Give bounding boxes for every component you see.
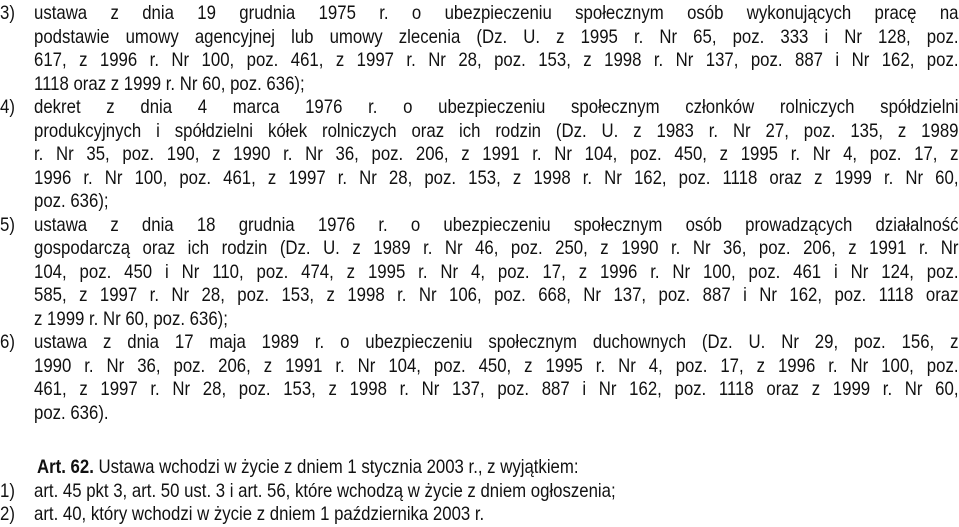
item-text: ustawa z dnia 17 maja 1989 r. o ubezpieczeniu społecznym duchownych (Dz. U. Nr 29, poz. 156, z <box>34 331 959 353</box>
item-text: podstawie umowy agencyjnej lub umowy zlecenia (Dz. U. z 1995 r. Nr 65, poz. 333 i Nr 128, poz. <box>34 25 959 48</box>
item-text: poz. 636). <box>34 401 109 424</box>
list-item <box>0 2 959 96</box>
item-text: gospodarczą oraz ich rodzin (Dz. U. z 1989 r. Nr 46, poz. 250, z 1990 r. Nr 36, poz. 206, z 1991 r. Nr <box>34 237 959 259</box>
text-line <box>0 120 959 144</box>
text-line <box>0 167 959 191</box>
item-text: ustawa z dnia 18 grudnia 1976 r. o ubezpieczeniu społecznym osób prowadzących działalność <box>34 213 959 236</box>
text-line <box>0 214 959 238</box>
item-text: 1996 r. Nr 100, poz. 461, z 1997 r. Nr 28, poz. 153, z 1998 r. Nr 162, poz. 1118 oraz z 1999 r. Nr 60, <box>34 166 959 189</box>
document-page <box>0 2 959 527</box>
item-text: r. Nr 35, poz. 190, z 1990 r. Nr 36, poz. 206, z 1991 r. Nr 104, poz. 450, z 1995 r. Nr 4, poz. 17, z <box>34 143 959 165</box>
article-label: Art. 62. <box>37 456 94 478</box>
item-number: 3) <box>0 2 15 24</box>
item-text: 1990 r. Nr 36, poz. 206, z 1991 r. Nr 104, poz. 450, z 1995 r. Nr 4, poz. 17, z 1996 r. Nr 100, poz. <box>34 354 959 377</box>
item-text: 104, poz. 450 i Nr 110, poz. 474, z 1995 r. Nr 4, poz. 17, z 1996 r. Nr 100, poz. 461 i Nr 124, poz. <box>34 260 959 283</box>
item-text: 461, z 1997 r. Nr 28, poz. 153, z 1998 r. Nr 137, poz. 887 i Nr 162, poz. 1118 oraz z 1999 r. Nr 60, <box>34 378 959 400</box>
item-number: 6) <box>0 331 15 353</box>
exception-number: 1) <box>0 479 15 502</box>
article-body: Ustawa wchodzi w życie z dniem 1 stycznia 2003 r., z wyjątkiem: <box>93 456 579 478</box>
list-item <box>0 214 959 332</box>
text-line <box>0 261 959 285</box>
text-line <box>0 237 959 261</box>
item-text: produkcyjnych i spółdzielni kółek rolniczych oraz ich rodzin (Dz. U. z 1983 r. Nr 27, poz. 135, z 1989 <box>34 119 959 142</box>
exception-text: art. 45 pkt 3, art. 50 ust. 3 i art. 56, które wchodzą w życie z dniem ogłoszenia; <box>34 479 616 502</box>
article-62 <box>0 456 959 480</box>
item-text: 585, z 1997 r. Nr 28, poz. 153, z 1998 r. Nr 106, poz. 668, Nr 137, poz. 887 i Nr 162, poz. 1118 oraz <box>34 284 959 306</box>
exception-number: 2) <box>0 503 15 525</box>
item-text: poz. 636); <box>34 190 109 212</box>
text-line <box>0 308 959 332</box>
item-number: 4) <box>0 96 15 118</box>
text-line <box>0 96 959 120</box>
item-text: ustawa z dnia 19 grudnia 1975 r. o ubezpieczeniu społecznym osób wykonujących pracę na <box>34 2 959 24</box>
text-line <box>0 26 959 50</box>
list-item <box>0 96 959 214</box>
exception-text: art. 40, który wchodzi w życie z dniem 1 października 2003 r. <box>34 503 485 525</box>
spacer <box>0 425 959 456</box>
article-text <box>37 456 579 480</box>
text-line <box>0 49 959 73</box>
exception-item <box>0 480 959 504</box>
text-line <box>0 2 959 26</box>
text-line <box>0 190 959 214</box>
text-line <box>0 402 959 426</box>
text-line <box>0 355 959 379</box>
item-text: 1118 oraz z 1999 r. Nr 60, poz. 636); <box>34 72 305 95</box>
repealed-acts-list <box>0 2 959 425</box>
item-text: dekret z dnia 4 marca 1976 r. o ubezpieczeniu społecznym członków rolniczych spółdzielni <box>34 96 959 118</box>
item-text: 617, z 1996 r. Nr 100, poz. 461, z 1997 r. Nr 28, poz. 153, z 1998 r. Nr 137, poz. 887 i Nr 162, poz. <box>34 49 959 71</box>
item-number: 5) <box>0 213 15 236</box>
text-line <box>0 73 959 97</box>
text-line <box>0 331 959 355</box>
text-line <box>0 284 959 308</box>
exception-item <box>0 503 959 527</box>
item-text: z 1999 r. Nr 60, poz. 636); <box>34 307 228 330</box>
text-line <box>0 143 959 167</box>
text-line <box>0 378 959 402</box>
list-item <box>0 331 959 425</box>
